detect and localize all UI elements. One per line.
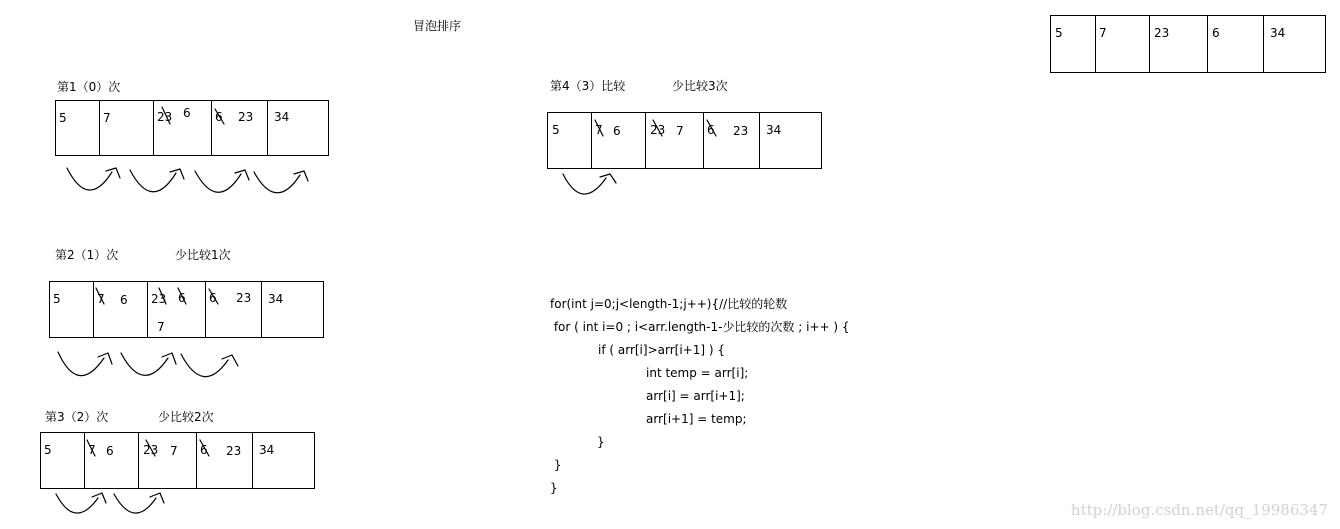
code-line-1: for(int j=0;j<length-1;j++){//比较的轮数 (550, 297, 788, 311)
round4-note: 少比较3次 (672, 79, 728, 93)
array-cell: 5 (50, 282, 94, 337)
swap-arrow-icon (181, 354, 238, 377)
swap-arrow-icon (563, 174, 616, 194)
array-cell: 23 6 (154, 101, 212, 155)
round4-label: 第4（3）比较 (550, 79, 626, 93)
round2-note: 少比较1次 (175, 248, 231, 262)
array-cell: 23 6 7 (148, 282, 206, 337)
array-cell: 6 23 (206, 282, 262, 337)
round2-array (49, 281, 324, 338)
array-cell: 5 (41, 433, 85, 488)
array-cell: 23 7 (139, 433, 197, 488)
round3-note: 少比较2次 (158, 410, 214, 424)
code-line-5: arr[i] = arr[i+1]; (646, 389, 745, 403)
array-cell: 23 (1150, 16, 1208, 72)
array-cell: 6 (1208, 16, 1264, 72)
code-line-3: if ( arr[i]>arr[i+1] ) { (598, 343, 725, 357)
array-cell: 23 7 (646, 113, 704, 168)
code-line-8: } (550, 458, 562, 472)
array-cell: 34 (268, 292, 284, 306)
code-line-6: arr[i+1] = temp; (646, 412, 747, 426)
array-cell: 5 (1051, 16, 1096, 72)
swap-arrow-icon (56, 493, 106, 513)
code-line-9: } (550, 481, 558, 495)
final-array (1050, 15, 1326, 73)
array-cell: 7 6 (85, 433, 139, 488)
page-title: 冒泡排序 (413, 19, 462, 33)
watermark: http://blog.csdn.net/qq_19986347 (1070, 501, 1328, 519)
array-cell: 7 (100, 101, 154, 155)
array-cell: 5 (548, 113, 592, 168)
swap-arrow-icon (67, 168, 120, 190)
code-line-4: int temp = arr[i]; (646, 366, 749, 380)
array-cell: 6 23 (212, 101, 268, 155)
array-cell: 5 (56, 101, 100, 155)
swap-arrow-icon (195, 170, 249, 192)
array-cell: 7 (1096, 16, 1150, 72)
array-cell: 7 6 (592, 113, 646, 168)
array-cell: 34 (274, 110, 290, 124)
array-cell: 7 6 (94, 282, 148, 337)
swap-arrow-icon (121, 353, 176, 375)
swap-arrow-icon (254, 171, 308, 193)
swap-arrow-icon (58, 352, 112, 376)
round4-array (547, 112, 822, 169)
round1-array (55, 100, 329, 156)
swap-arrow-icon (114, 493, 164, 513)
round3-label: 第3（2）次 (45, 410, 109, 424)
array-cell: 34 (259, 443, 275, 457)
array-cell: 6 23 (704, 113, 760, 168)
code-line-2: for ( int i=0 ; i<arr.length-1-少比较的次数 ; i++ ) { (550, 320, 850, 334)
swap-arrow-icon (130, 169, 184, 192)
array-cell: 34 (1270, 26, 1286, 40)
round3-array (40, 432, 315, 489)
round1-label: 第1（0）次 (57, 80, 121, 94)
round2-label: 第2（1）次 (55, 248, 119, 262)
array-cell: 6 23 (197, 433, 253, 488)
code-line-7: } (597, 435, 605, 449)
array-cell: 34 (766, 123, 782, 137)
